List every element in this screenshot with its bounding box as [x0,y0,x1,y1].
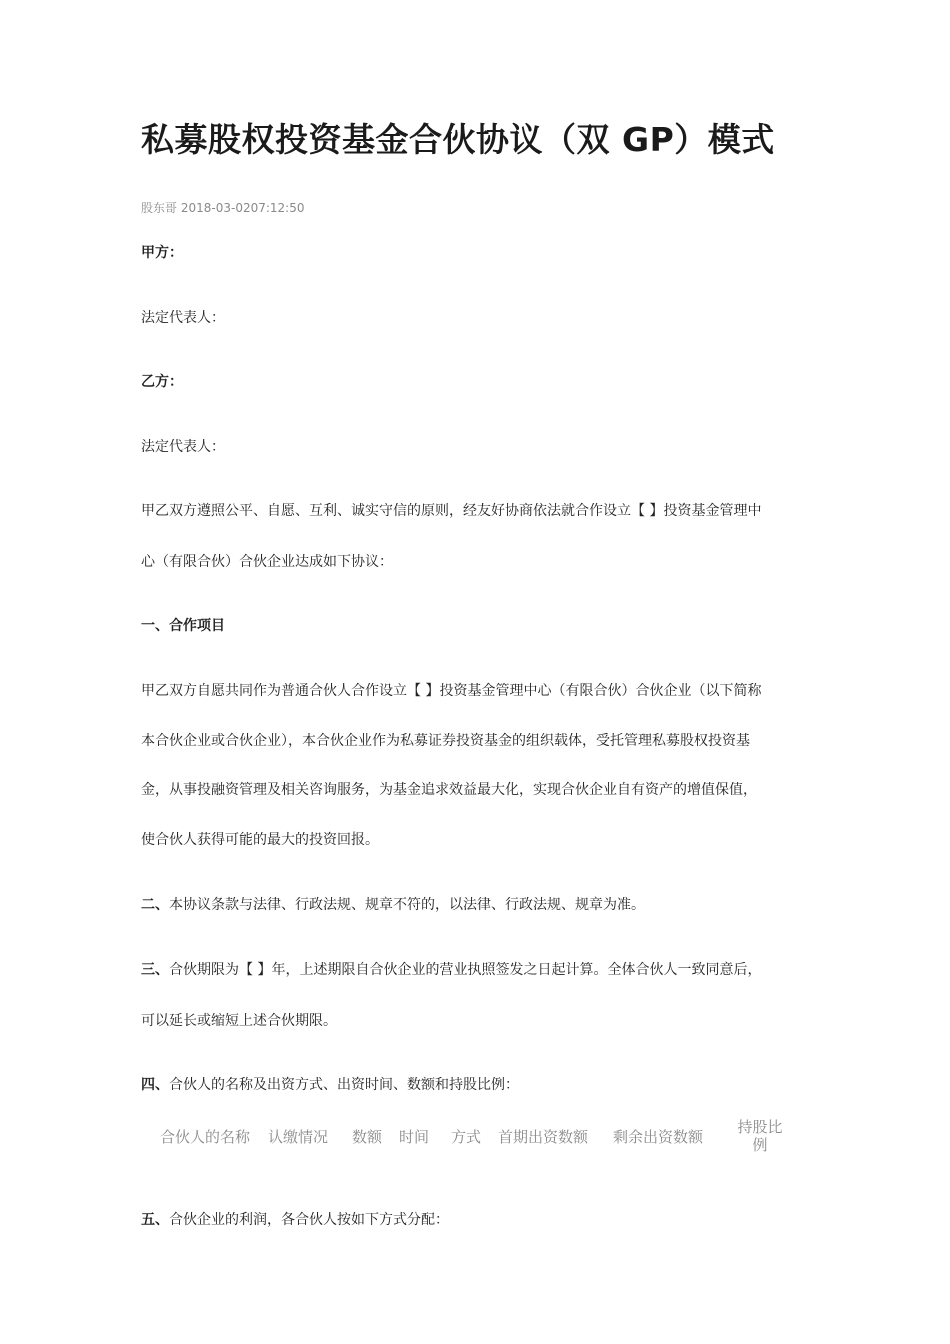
section-5-text: 合伙企业的利润，各合伙人按如下方式分配： [169,1212,449,1228]
party-a-rep-label: 法定代表人： [141,310,225,326]
section-3-number: 三、 [141,962,169,978]
table-header-cell: 剩余出资数额 [613,1128,704,1146]
section-2-number: 二、 [141,897,169,913]
table-header-cell: 方式 [451,1128,482,1146]
section-1-line: 使合伙人获得可能的最大的投资回报。 [141,832,379,848]
table-header-cell: 认缴情况 [268,1128,329,1146]
section-1-line: 甲乙双方自愿共同作为普通合伙人合作设立【 】投资基金管理中心（有限合伙）合伙企业（以下简称 [141,683,762,699]
party-b-rep-label: 法定代表人： [141,439,225,455]
section-3-line: 可以延长或缩短上述合伙期限。 [141,1013,337,1029]
section-4-number: 四、 [141,1077,169,1093]
table-header-cell: 首期出资数额 [498,1128,589,1146]
party-b-label: 乙方： [141,374,183,390]
section-2-text: 本协议条款与法律、行政法规、规章不符的，以法律、行政法规、规章为准。 [169,897,645,913]
table-header-cell: 合伙人的名称 [160,1128,251,1146]
publish-datetime: 2018-03-0207:12:50 [180,201,305,215]
author: 股东哥 [141,201,178,215]
intro-line: 甲乙双方遵照公平、自愿、互利、诚实守信的原则，经友好协商依法就合作设立【 】投资基金管理中 [141,503,762,519]
table-header-cell: 数额 [352,1128,383,1146]
section-1-line: 金，从事投融资管理及相关咨询服务，为基金追求效益最大化，实现合伙企业自有资产的增值保值， [141,782,757,798]
page-title: 私募股权投资基金合伙协议（双 GP）模式 [141,120,775,159]
section-2 [141,894,645,914]
section-3 [141,959,761,979]
party-a-label: 甲方： [141,245,183,261]
section-4 [141,1074,519,1094]
table-header-cell: 持股比例 [737,1118,783,1154]
section-5-number: 五、 [141,1212,169,1228]
section-1-heading: 一、合作项目 [141,618,225,634]
table-header-cell: 时间 [399,1128,430,1146]
section-5 [141,1209,449,1229]
section-4-text: 合伙人的名称及出资方式、出资时间、数额和持股比例： [169,1077,519,1093]
section-1-line: 本合伙企业或合伙企业），本合伙企业作为私募证券投资基金的组织载体，受托管理私募股权投资基 [141,733,750,749]
article-meta [141,199,304,216]
intro-line: 心（有限合伙）合伙企业达成如下协议： [141,554,393,570]
section-3-text: 合伙期限为【 】年，上述期限自合伙企业的营业执照签发之日起计算。全体合伙人一致同意后， [169,962,762,978]
